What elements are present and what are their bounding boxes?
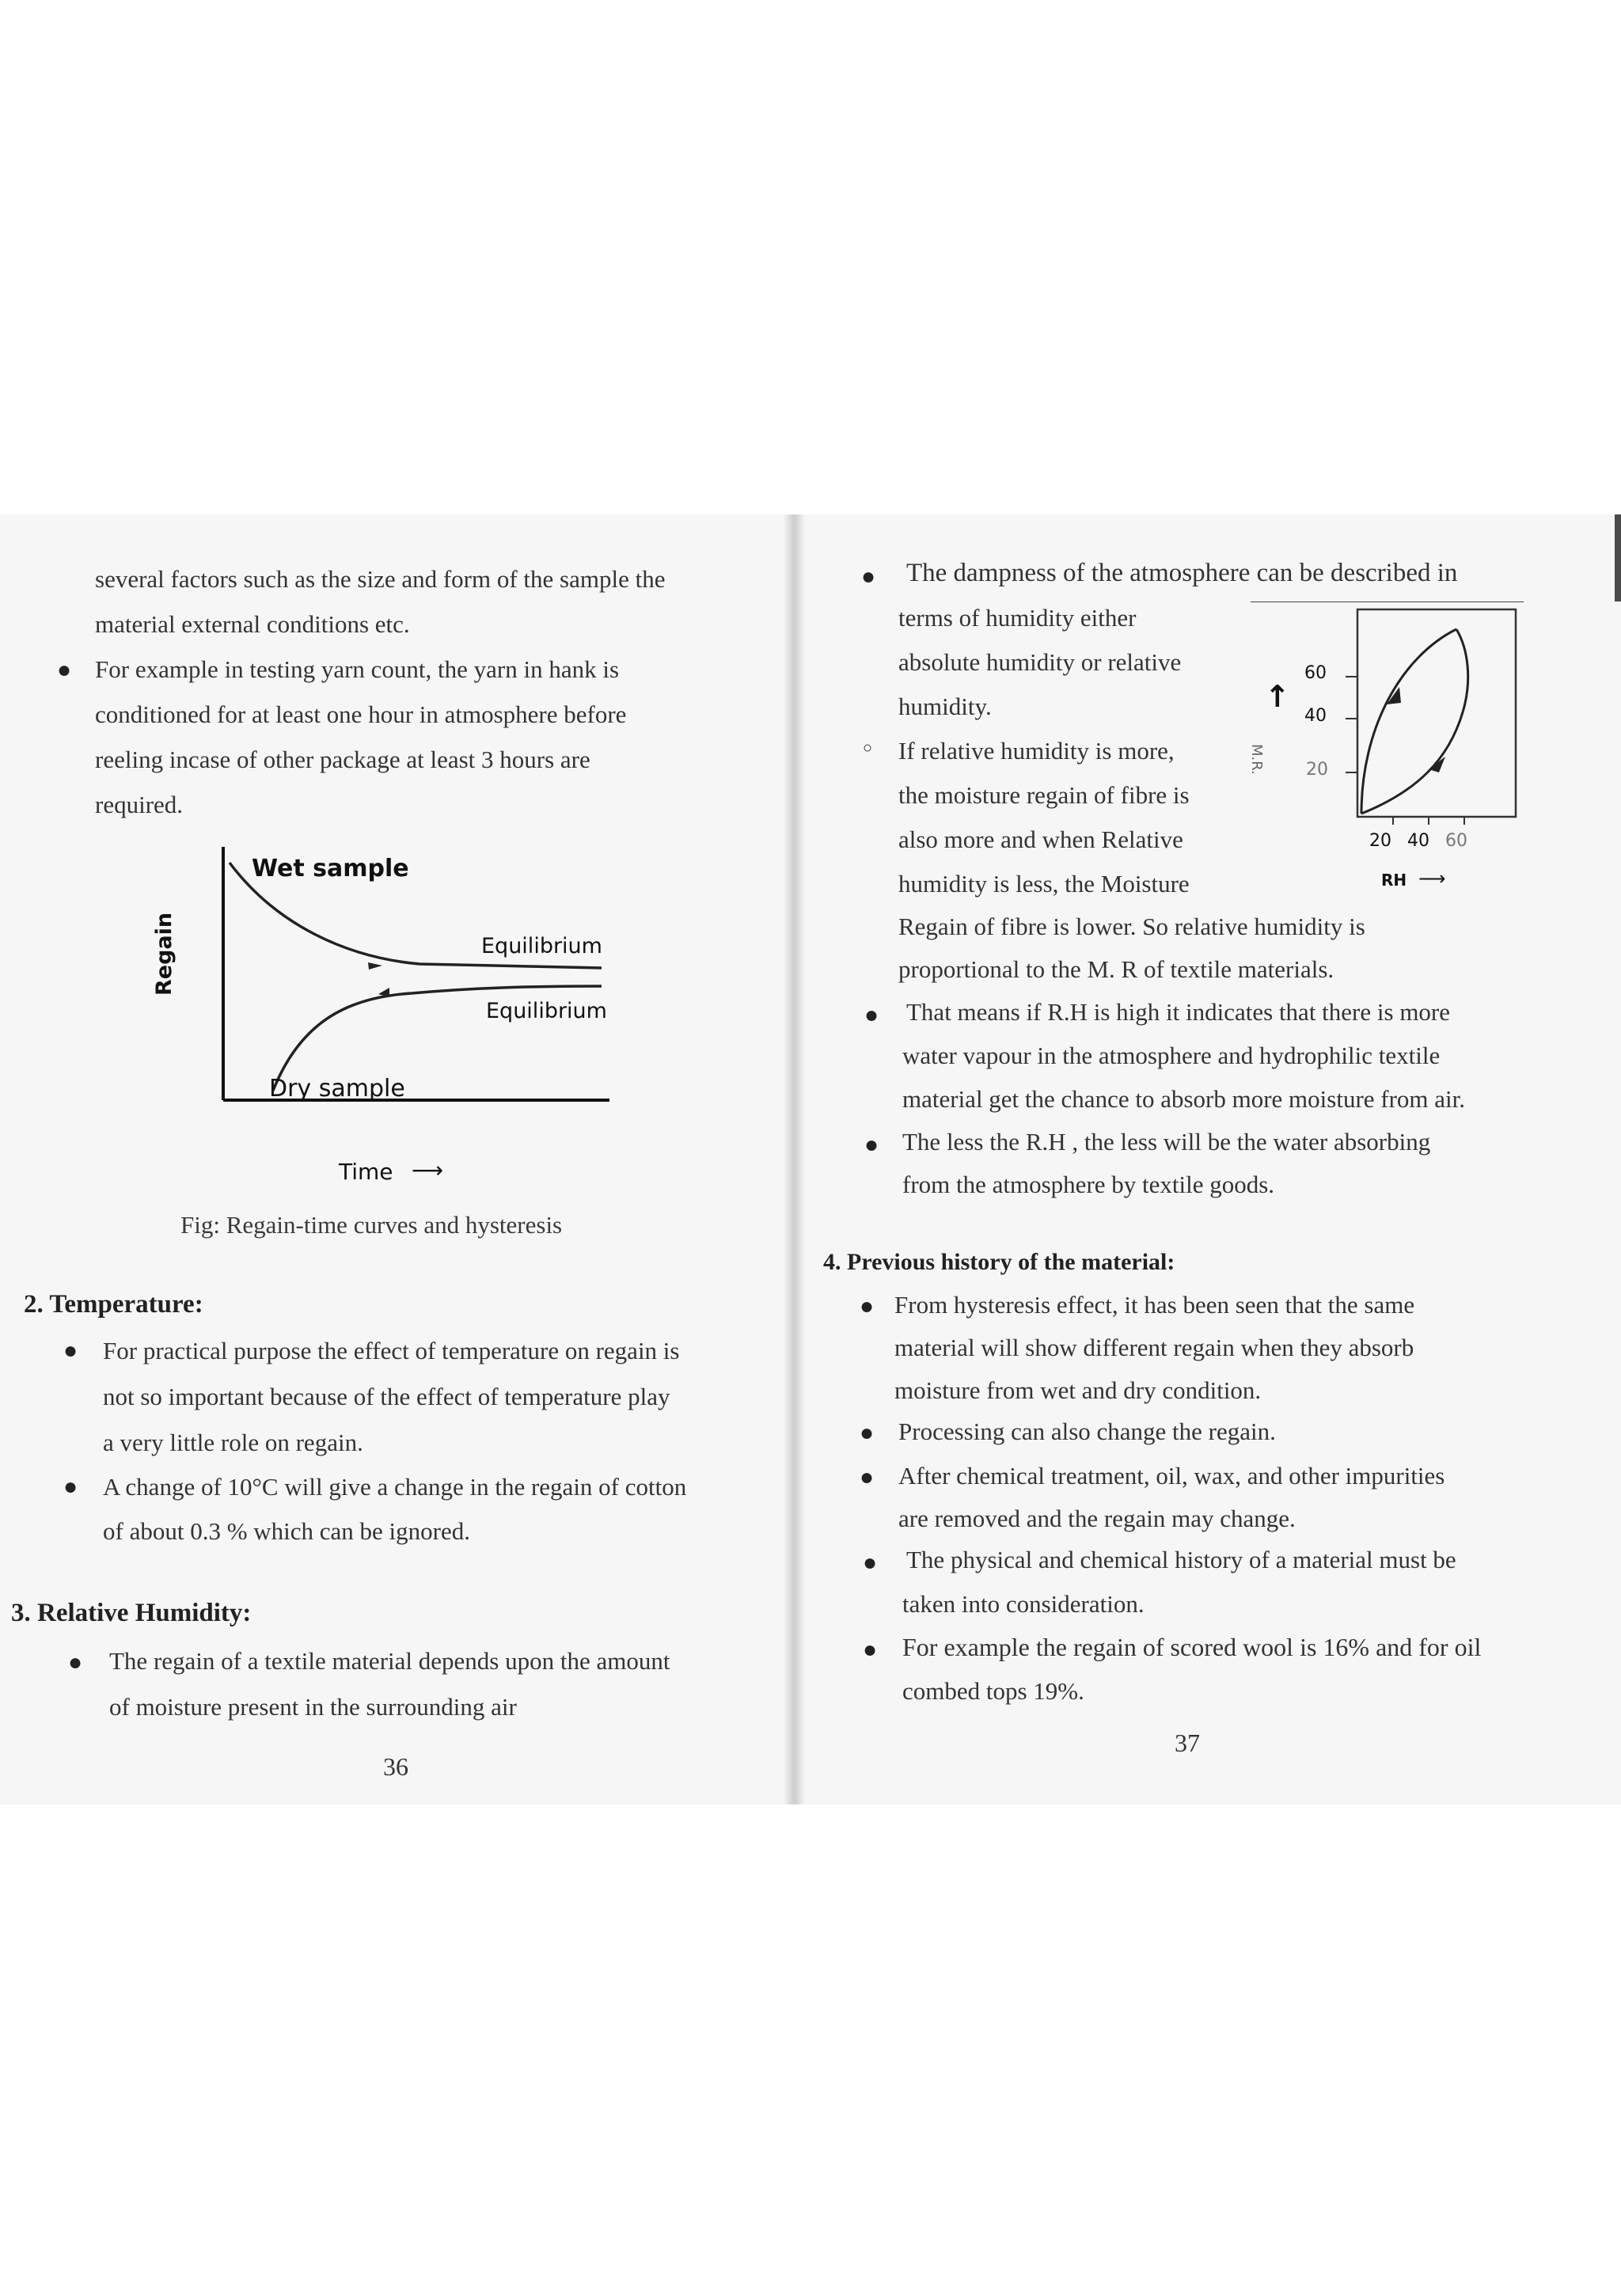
left-line-5: reeling incase of other package at least 3 hours are: [95, 746, 590, 773]
temperature-line-1: For practical purpose the effect of temperature on regain is: [103, 1337, 680, 1364]
arrow-right-icon: ⟶: [1418, 867, 1446, 890]
relative-humidity-heading: 3. Relative Humidity:: [11, 1599, 252, 1627]
bullet-icon: ●: [63, 1338, 78, 1364]
mr-rh-figure: [1251, 602, 1551, 855]
right-line-5: If relative humidity is more,: [898, 737, 1175, 765]
arrow-right-icon: ⟶: [412, 1157, 444, 1183]
temperature-line-4: A change of 10°C will give a change in the regain of cotton: [103, 1473, 687, 1501]
history-line-6: are removed and the regain may change.: [898, 1505, 1296, 1532]
x-tick-60: 60: [1445, 831, 1467, 851]
rh-axis-label: RH: [1381, 871, 1407, 890]
dry-sample-label: Dry sample: [269, 1075, 405, 1102]
history-line-2: material will show different regain when they absorb: [894, 1334, 1414, 1361]
arrow-up-icon: ↑: [1265, 679, 1290, 714]
right-line-15: from the atmosphere by textile goods.: [902, 1171, 1275, 1198]
left-line-3: For example in testing yarn count, the yarn in hank is: [95, 655, 620, 683]
relative-humidity-line-1: The regain of a textile material depends upon the amount: [109, 1647, 670, 1675]
left-line-2: material external conditions etc.: [95, 610, 410, 638]
temperature-line-3: a very little role on regain.: [103, 1429, 363, 1456]
right-line-1: The dampness of the atmosphere can be described in: [906, 559, 1458, 587]
previous-history-heading: 4. Previous history of the material:: [823, 1249, 1175, 1275]
hysteresis-upper-curve: [1361, 629, 1456, 814]
bullet-icon: ●: [63, 1474, 78, 1500]
y-tick-60: 60: [1304, 663, 1327, 683]
relative-humidity-line-2: of moisture present in the surrounding air: [109, 1693, 517, 1721]
right-line-2: terms of humidity either: [898, 604, 1137, 632]
regain-axis-label: Regain: [152, 912, 177, 996]
x-tick-40: 40: [1407, 831, 1429, 851]
history-line-1: From hysteresis effect, it has been seen that the same: [894, 1291, 1415, 1319]
temperature-heading: 2. Temperature:: [24, 1290, 203, 1319]
y-tick-40: 40: [1304, 706, 1327, 726]
bullet-icon: ●: [861, 564, 876, 590]
right-line-13: material get the chance to absorb more moisture from air.: [902, 1085, 1466, 1113]
history-line-4: Processing can also change the regain.: [898, 1417, 1276, 1445]
history-line-9: For example the regain of scored wool is 16% and for oil: [902, 1633, 1482, 1661]
bullet-icon: ●: [863, 1550, 878, 1576]
left-line-4: conditioned for at least one hour in atmosphere before: [95, 700, 627, 728]
bullet-icon: ●: [864, 1002, 879, 1028]
right-line-12: water vapour in the atmosphere and hydrophilic textile: [902, 1042, 1441, 1069]
history-line-5: After chemical treatment, oil, wax, and other impurities: [898, 1462, 1445, 1490]
bullet-icon: ●: [57, 657, 72, 683]
history-line-7: The physical and chemical history of a material must be: [906, 1546, 1456, 1573]
x-tick-20: 20: [1369, 831, 1391, 851]
figure-caption: Fig: Regain-time curves and hysteresis: [180, 1211, 563, 1239]
history-line-3: moisture from wet and dry condition.: [894, 1376, 1262, 1404]
right-line-6: the moisture regain of fibre is: [898, 781, 1190, 809]
right-line-14: The less the R.H , the less will be the water absorbing: [902, 1128, 1431, 1156]
arrow-head: [368, 962, 382, 970]
left-line-1: several factors such as the size and form of the sample the: [95, 565, 666, 593]
history-line-8: taken into consideration.: [902, 1590, 1145, 1618]
right-line-8: humidity is less, the Moisture: [898, 870, 1190, 898]
bullet-icon: ●: [860, 1293, 875, 1319]
page-number-36: 36: [383, 1752, 408, 1781]
bullet-icon: ●: [860, 1464, 875, 1490]
temperature-line-2: not so important because of the effect of temperature play: [103, 1383, 670, 1410]
right-line-11: That means if R.H is high it indicates that there is more: [906, 998, 1451, 1026]
bullet-icon: ●: [863, 1637, 878, 1663]
y-tick-20: 20: [1306, 760, 1328, 780]
temperature-line-5: of about 0.3 % which can be ignored.: [103, 1517, 471, 1545]
equilibrium-upper-label: Equilibrium: [481, 934, 602, 958]
bullet-icon: ○: [863, 739, 873, 757]
right-line-4: humidity.: [898, 693, 992, 720]
right-line-10: proportional to the M. R of textile materials.: [898, 955, 1334, 983]
right-line-7: also more and when Relative: [898, 825, 1183, 853]
bullet-icon: ●: [864, 1132, 879, 1158]
page-edge-shadow: [1615, 514, 1621, 602]
book-gutter: [784, 514, 804, 1805]
bullet-icon: ●: [860, 1420, 875, 1446]
history-line-10: combed tops 19%.: [902, 1677, 1084, 1705]
wet-sample-label: Wet sample: [252, 855, 409, 882]
equilibrium-lower-label: Equilibrium: [486, 999, 607, 1023]
right-line-9: Regain of fibre is lower. So relative humidity is: [898, 913, 1365, 940]
page-number-37: 37: [1175, 1729, 1200, 1757]
bullet-icon: ●: [68, 1649, 83, 1676]
time-axis-label: Time: [339, 1159, 393, 1185]
right-line-3: absolute humidity or relative: [898, 648, 1182, 676]
left-line-6: required.: [95, 791, 184, 818]
mr-axis-label: M.R.: [1248, 744, 1265, 775]
